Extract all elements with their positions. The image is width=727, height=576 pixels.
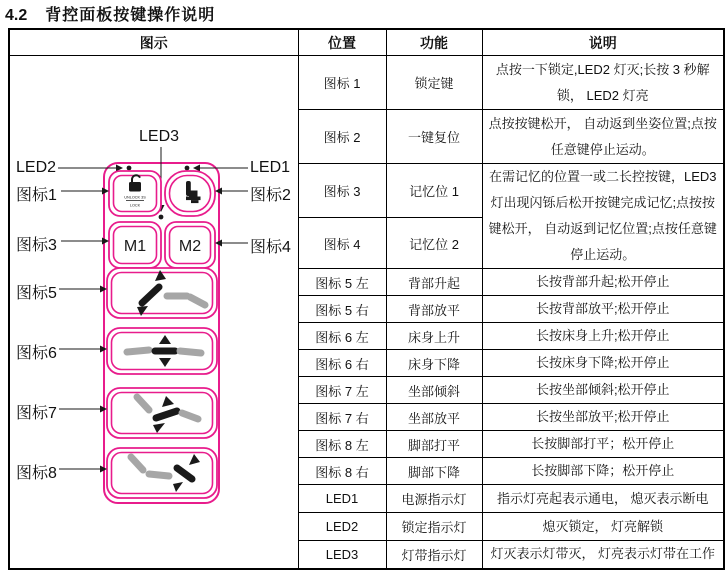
position-cell: LED3 xyxy=(298,541,386,569)
function-cell: 记忆位 2 xyxy=(386,218,482,269)
position-cell: 图标 7 左 xyxy=(298,377,386,404)
function-cell: 脚部下降 xyxy=(386,458,482,485)
position-cell: 图标 7 右 xyxy=(298,404,386,431)
icon4-label: 图标4 xyxy=(250,239,291,256)
description-cell-merged: 在需记忆的位置一或二长控按键，LED3 灯出现闪铄后松开按键完成记忆;点按按键松开， 自动返到记忆位置;点按任意键停止运动。 xyxy=(482,164,724,269)
section-title: 背控面板按键操作说明 xyxy=(45,7,216,24)
header-function: 功能 xyxy=(386,29,482,56)
position-cell: 图标 5 右 xyxy=(298,296,386,323)
lock-lock-text: LOCK xyxy=(129,203,141,208)
function-cell: 床身下降 xyxy=(386,350,482,377)
function-cell: 灯带指示灯 xyxy=(386,541,482,569)
function-cell: 床身上升 xyxy=(386,323,482,350)
description-cell: 长按坐部放平;松开停止 xyxy=(482,404,724,431)
led1-dot-icon xyxy=(185,166,190,171)
position-cell: 图标 6 左 xyxy=(298,323,386,350)
icon8-label: 图标8 xyxy=(16,465,57,482)
header-row xyxy=(9,29,724,56)
remote-panel-diagram xyxy=(10,56,297,569)
function-cell: 一键复位 xyxy=(386,110,482,164)
led3-dot-icon xyxy=(159,215,164,220)
position-cell: LED1 xyxy=(298,485,386,513)
description-cell: 点按按键松开， 自动返到坐姿位置;点按任意键停止运动。 xyxy=(482,110,724,164)
description-cell: 长按坐部倾斜;松开停止 xyxy=(482,377,724,404)
icon5-label: 图标5 xyxy=(16,285,57,302)
header-position: 位置 xyxy=(298,29,386,56)
icon6-label: 图标6 xyxy=(16,345,57,362)
position-cell: 图标 4 xyxy=(298,218,386,269)
function-cell: 背部放平 xyxy=(386,296,482,323)
led3-label: LED3 xyxy=(139,128,180,145)
description-cell: 长按脚部打平；松开停止 xyxy=(482,431,724,458)
led1-label: LED1 xyxy=(250,159,291,176)
icon2-label: 图标2 xyxy=(250,187,291,204)
description-cell: 点按一下锁定,LED2 灯灭;长按 3 秒解锁， LED2 灯亮 xyxy=(482,56,724,110)
position-cell: 图标 1 xyxy=(298,56,386,110)
position-cell: 图标 2 xyxy=(298,110,386,164)
position-cell: 图标 8 右 xyxy=(298,458,386,485)
led2-label: LED2 xyxy=(16,159,57,176)
m2-button-label: M2 xyxy=(178,238,202,255)
m1-button-label: M1 xyxy=(123,238,147,255)
lock-body-icon xyxy=(129,182,141,192)
function-cell: 背部升起 xyxy=(386,269,482,296)
page-title xyxy=(5,2,215,25)
position-cell: 图标 3 xyxy=(298,164,386,218)
diagram-cell xyxy=(9,56,298,569)
section-number: 4.2 xyxy=(5,7,28,24)
position-cell: 图标 8 左 xyxy=(298,431,386,458)
position-cell: 图标 5 左 xyxy=(298,269,386,296)
function-cell: 锁定键 xyxy=(386,56,482,110)
icon3-label: 图标3 xyxy=(16,237,57,254)
header-diagram: 图示 xyxy=(9,29,298,56)
function-cell: 电源指示灯 xyxy=(386,485,482,513)
icon1-label: 图标1 xyxy=(16,187,57,204)
led2-dot-icon xyxy=(127,166,132,171)
table-row xyxy=(9,56,724,110)
function-cell: 坐部放平 xyxy=(386,404,482,431)
description-cell: 灯灭表示灯带灭， 灯亮表示灯带在工作 xyxy=(482,541,724,569)
lock-unlock-text: UNLOCK 3S xyxy=(124,195,146,200)
position-cell: 图标 6 右 xyxy=(298,350,386,377)
description-cell: 长按床身下降;松开停止 xyxy=(482,350,724,377)
icon7-label: 图标7 xyxy=(16,405,57,422)
function-cell: 坐部倾斜 xyxy=(386,377,482,404)
function-cell: 脚部打平 xyxy=(386,431,482,458)
description-cell: 指示灯亮起表示通电， 熄灭表示断电 xyxy=(482,485,724,513)
position-cell: LED2 xyxy=(298,513,386,541)
description-cell: 熄灭锁定， 灯亮解锁 xyxy=(482,513,724,541)
header-description: 说明 xyxy=(482,29,724,56)
spec-table xyxy=(8,28,725,570)
function-cell: 锁定指示灯 xyxy=(386,513,482,541)
function-cell: 记忆位 1 xyxy=(386,164,482,218)
description-cell: 长按床身上升;松开停止 xyxy=(482,323,724,350)
description-cell: 长按背部放平;松开停止 xyxy=(482,296,724,323)
description-cell: 长按背部升起;松开停止 xyxy=(482,269,724,296)
description-cell: 长按脚部下降；松开停止 xyxy=(482,458,724,485)
